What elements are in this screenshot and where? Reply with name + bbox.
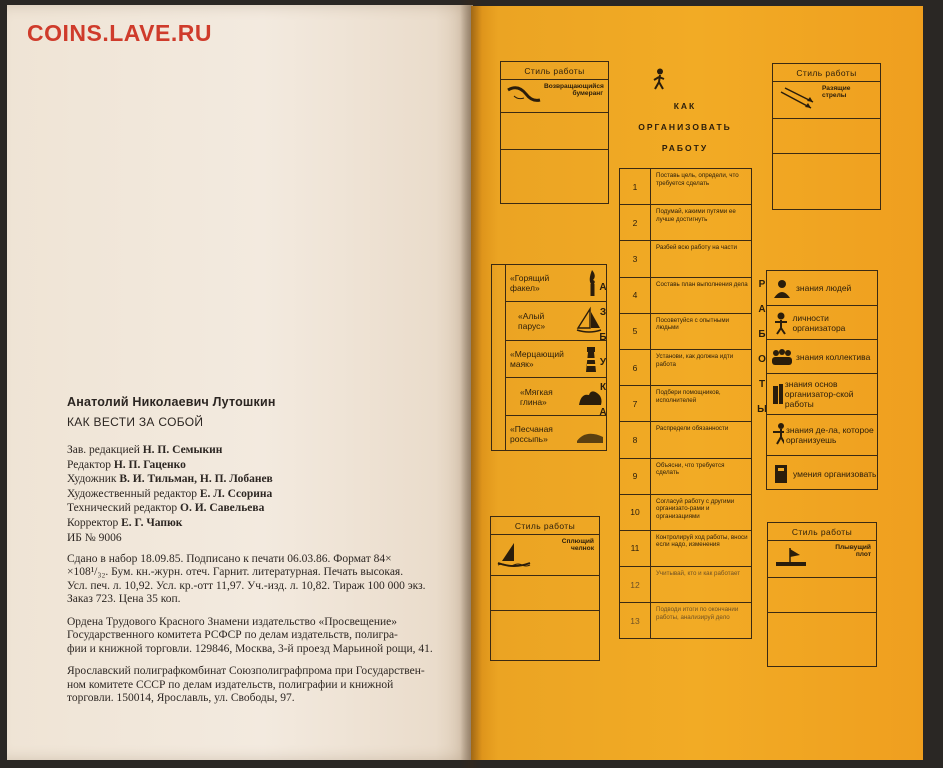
credit-role: Редактор (67, 458, 111, 471)
stage-row (506, 416, 606, 452)
step-number: 11 (620, 531, 651, 566)
skill-icon (771, 462, 791, 486)
publisher-info (67, 616, 457, 657)
step-number: 3 (620, 241, 651, 276)
step-text: Объясни, что требуется сделать (656, 461, 725, 477)
stages-list (491, 264, 607, 451)
ib-number: ИБ № 9006 (67, 532, 122, 544)
credit-name: Н. П. Гаценко (113, 458, 186, 471)
style-box-header: Стиль работы (491, 517, 599, 535)
spine-shadow (460, 0, 482, 768)
stage-label: «Песчаная россыпь» (510, 424, 553, 444)
credit-line (67, 458, 457, 473)
step-number: 6 (620, 350, 651, 385)
azbuka-letter: А (599, 407, 607, 418)
site-watermark: COINS.LAVE.RU (27, 20, 212, 46)
step-text: Подумай, какими путями ее лучше достигнуть (656, 208, 736, 223)
credit-name: В. И. Тильман, Н. П. Лобанев (119, 473, 273, 485)
stage-label: «Мягкая глина» (520, 386, 553, 407)
print-details-line: ×108¹/₃₂. Бум. кн.-журн. отеч. Гарнит. литературная. Печать высокая. (67, 566, 404, 578)
publisher-line: Ордена Трудового Красного Знамени издательство «Просвещение» (67, 615, 398, 628)
step-number: 8 (620, 422, 651, 457)
style-box-section (773, 154, 880, 198)
step-number: 10 (620, 495, 651, 530)
style-box-title-section (773, 82, 880, 119)
raboty-letter: Т (758, 379, 766, 390)
credit-line (67, 443, 457, 458)
books-icon (771, 382, 783, 406)
azbuka-letter: Б (599, 332, 607, 343)
style-box-section (491, 576, 599, 611)
credits-list (67, 443, 457, 530)
style-box-title-section (491, 535, 599, 576)
center-title (620, 96, 750, 159)
knowledge-label: знания людей (796, 283, 852, 293)
style-box-title: Плывущий плот (835, 544, 871, 559)
step-row (619, 567, 752, 603)
knowledge-row (767, 374, 877, 415)
style-box-section (501, 113, 608, 150)
raboty-letter: А (758, 304, 766, 315)
credit-role: Художник (67, 473, 117, 485)
style-box-boomerang (500, 61, 609, 204)
style-box-title-section (501, 80, 608, 113)
stage-label: «Мерцающий маяк» (510, 349, 564, 369)
style-box-section (501, 150, 608, 196)
step-row (619, 531, 752, 567)
step-row (619, 459, 752, 495)
step-row (619, 422, 752, 458)
step-number: 12 (620, 567, 651, 602)
task-icon (771, 422, 784, 448)
knowledge-row (767, 306, 877, 340)
step-number: 13 (620, 603, 651, 638)
raboty-letter: О (758, 354, 766, 365)
step-number: 4 (620, 278, 651, 313)
raboty-letter: Б (758, 329, 766, 340)
step-text: Установи, как должна идти работа (656, 352, 734, 368)
style-box-section (768, 613, 876, 663)
raft-icon (772, 545, 812, 569)
knowledge-label: личности организатора (792, 312, 846, 333)
step-row (619, 278, 752, 314)
knowledge-label: знания де-ла, которое организуешь (785, 425, 874, 445)
book-title: КАК ВЕСТИ ЗА СОБОЙ (67, 415, 204, 429)
style-box-raft (767, 522, 877, 667)
raboty-letter: Ы (757, 404, 767, 415)
style-box-header: Стиль работы (768, 523, 876, 541)
step-text: Контролируй ход работы, вноси если надо, изменения (656, 533, 748, 549)
organizer-icon (771, 311, 789, 335)
step-text: Подбери помощников, исполнителей (656, 389, 721, 404)
step-row (619, 205, 752, 241)
print-details (67, 553, 457, 607)
stage-row (506, 302, 606, 341)
center-title-line: КАК (673, 101, 697, 111)
style-box-title-section (768, 541, 876, 578)
azbuka-letter: К (599, 382, 607, 393)
credit-role: Корректор (67, 516, 119, 529)
style-box-title: Сплющий челнок (561, 538, 594, 553)
credit-line (67, 487, 457, 502)
style-box-arrows (772, 63, 881, 210)
step-number: 5 (620, 314, 651, 349)
step-text: Разбей всю работу на части (656, 244, 737, 252)
step-row (619, 241, 752, 277)
step-row (619, 168, 752, 205)
clay-icon (577, 385, 603, 409)
lighthouse-icon (581, 344, 601, 374)
step-row (619, 603, 752, 639)
boomerang-icon (504, 82, 544, 106)
stage-label: «Алый парус» (518, 311, 546, 331)
steps-table (619, 168, 752, 639)
credit-name: Е. Л. Ссорина (199, 487, 273, 500)
knowledge-row (767, 340, 877, 374)
azbuka-letter: А (599, 282, 607, 293)
step-number: 2 (620, 205, 651, 240)
stage-row (506, 341, 606, 378)
style-box-header: Стиль работы (501, 62, 608, 80)
credit-name: Н. П. Семыкин (142, 444, 223, 456)
sail-icon (574, 306, 604, 336)
credit-role: Художественный редактор (67, 487, 197, 500)
torch-icon (581, 268, 603, 298)
knowledge-row (767, 415, 877, 456)
step-text: Учитывай, кто и как работает (656, 570, 741, 578)
credit-name: Е. Г. Чапюк (121, 516, 183, 529)
step-text: Распредели обязанности (656, 425, 729, 433)
knowledge-row (767, 456, 877, 492)
style-box-section (768, 578, 876, 613)
knowledge-list (766, 270, 878, 490)
shuttle-icon (494, 539, 534, 569)
knowledge-row (767, 271, 877, 306)
printer-info (67, 665, 457, 706)
credit-line (67, 516, 457, 531)
azbuka-letter: З (599, 307, 607, 318)
walking-figure-icon (652, 68, 668, 90)
arrows-icon (777, 86, 817, 114)
style-box-header: Стиль работы (773, 64, 880, 82)
step-text: Посоветуйся с опытными людьми (656, 316, 730, 332)
print-details-line: Заказ 723. Цена 35 коп. (67, 593, 181, 605)
credit-role: Зав. редакцией (67, 444, 140, 456)
stage-row (506, 378, 606, 416)
step-text: Подводи итоги по окончании работы, анализируй дело (656, 606, 739, 621)
step-row (619, 350, 752, 386)
center-title-line: ОРГАНИЗОВАТЬ (638, 122, 732, 132)
credit-role: Технический редактор (67, 502, 178, 514)
people-icon (771, 277, 793, 299)
credit-line (67, 472, 457, 487)
knowledge-label: умения организовать (793, 469, 877, 479)
step-number: 7 (620, 386, 651, 421)
style-box-section (773, 119, 880, 154)
step-text: Поставь цель, определи, что требуется сделать (656, 172, 739, 187)
print-details-line: Сдано в набор 18.09.85. Подписано к печати 06.03.86. Формат 84× (67, 552, 392, 565)
imprint-block (67, 395, 457, 706)
step-row (619, 495, 752, 531)
knowledge-label: знания основ организатор-ской работы (784, 379, 854, 409)
print-details-line: Усл. печ. л. 10,92. Усл. кр.-отт 11,97. Уч.-изд. л. 10,82. Тираж 100 000 экз. (67, 579, 426, 592)
author-name: Анатолий Николаевич Лутошкин (67, 395, 276, 409)
printer-line: торговли. 150014, Ярославль, ул. Свободы, 97. (67, 692, 295, 704)
step-number: 9 (620, 459, 651, 494)
step-text: Согласуй работу с другими организато-рами и организациями (656, 497, 735, 520)
collective-icon (770, 347, 794, 367)
credit-name: О. И. Савельева (180, 502, 265, 514)
publisher-line: фии и книжной торговли. 129846, Москва, 3-й проезд Марьиной рощи, 41. (67, 642, 433, 655)
style-box-title: Возвращающийся бумеранг (544, 83, 604, 98)
publisher-line: Государственного комитета РСФСР по делам издательств, полигра- (67, 629, 398, 641)
azbuka-letter: У (599, 357, 607, 368)
step-row (619, 386, 752, 422)
step-text: Составь план выполнения дела (656, 280, 748, 288)
step-number: 1 (620, 169, 651, 204)
credit-line (67, 501, 457, 516)
stage-label: «Горящий факел» (510, 273, 550, 293)
stage-row (506, 265, 606, 302)
sand-icon (576, 423, 604, 445)
step-row (619, 314, 752, 350)
center-title-line: РАБОТУ (661, 143, 709, 153)
style-box-section (491, 611, 599, 657)
knowledge-label: знания коллектива (796, 351, 871, 362)
style-box-shuttle (490, 516, 600, 661)
style-box-title: Разящие стрелы (822, 85, 851, 100)
printer-line: ном комитете СССР по делам издательств, полиграфии и книжной (67, 678, 394, 691)
printer-line: Ярославский полиграфкомбинат Союзполиграфпрома при Государствен- (67, 665, 425, 677)
raboty-letter: Р (758, 279, 766, 290)
